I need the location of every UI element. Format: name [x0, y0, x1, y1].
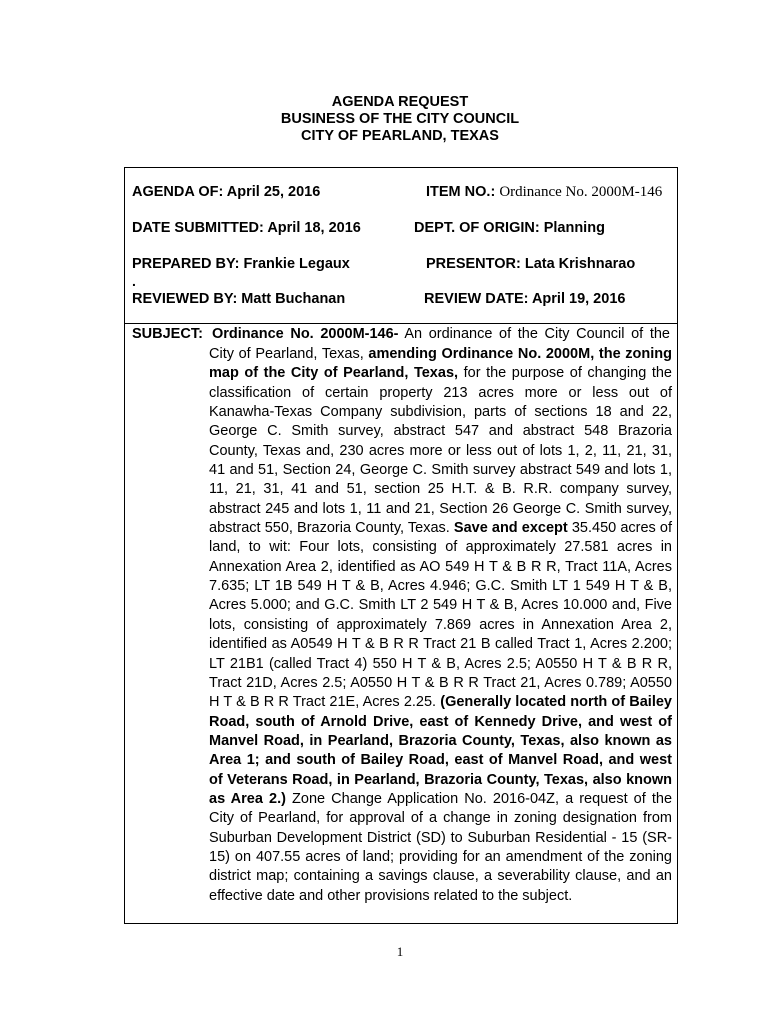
- page-number: 1: [396, 944, 404, 959]
- subject-text-3: 35.450 acres of land, to wit: Four lots, consisting of approximately 27.581 acres in Annexation Area 2, identified as AO 549 H T & B R R, Tract 11A, Acres 7.635; LT 1B 549 H T & B, Acres 4.946; G.C. Smith LT 1 549 H T & B, Acres 5.000; and G.C. Smith LT 2 549 H T & B, Acres 10.000 and, Five lots, consisting of approximately 7.869 acres in Annexation Area 2, identified as A0549 H T & B R R Tract 21 B called Tract 1, Acres 2.200; LT 21B1 (called Tract 4) 550 H T & B, Acres 2.5; A0550 H T & B R R, Tract 21D, Acres 2.5; A0550 H T & B R R Tract 21, Acres 0.789; A0550 H T & B R R Tract 21E, Acres 2.25.: [209, 520, 672, 711]
- item-no-field: [426, 184, 662, 201]
- header-city: CITY OF PEARLAND, TEXAS: [301, 128, 499, 144]
- item-no-label: ITEM NO.:: [426, 184, 496, 200]
- date-submitted-field: DATE SUBMITTED: April 18, 2016: [132, 220, 361, 236]
- subject-first-line: [212, 326, 670, 342]
- item-no-value: Ordinance No. 2000M-146: [499, 184, 663, 200]
- ordinance-title: Ordinance No. 2000M-146-: [212, 326, 399, 342]
- review-date-field: REVIEW DATE: April 19, 2016: [424, 291, 626, 307]
- subject-bold-amending: amending Ordinance No. 2000M, the zoning map of the City of Pearland, Texas,: [209, 346, 672, 382]
- subject-text-4: Zone Change Application No. 2016-04Z, a request of the City of Pearland, for approval of a change in zoning designation from Suburban Development District (SD) to Suburban Residential - 15 (SR-15) on 407.55 acres of land; providing for an amendment of the zoning district map; containing a savings clause, a severability clause, and an effective date and other provisions related to the subject.: [209, 790, 673, 904]
- subject-text-2: for the purpose of changing the classification of certain property 213 acres more or less out of Kanawha-Texas Company subdivision, parts of sections 18 and 22, George C. Smith survey, abstract 547 and abstract 548 Brazoria County, Texas and, 230 acres more or less out of lots 1, 2, 11, 21, 31, 41 and 51, Section 24, George C. Smith survey abstract 549 and lots 1, 11, 21, 31, 41 and 51, section 25 H.T. & B. R.R. company survey, abstract 245 and lots 1, 11 and 21, Section 26 George C. Smith survey, abstract 550, Brazoria County, Texas.: [209, 365, 672, 537]
- header-title: AGENDA REQUEST: [331, 94, 469, 110]
- agenda-of-field: AGENDA OF: April 25, 2016: [132, 184, 321, 200]
- prepared-by-field: PREPARED BY: Frankie Legaux: [132, 256, 350, 272]
- stray-mark: .: [132, 273, 136, 289]
- subject-body: [209, 345, 672, 906]
- subject-first-line-text: An ordinance of the City Council of the: [398, 326, 670, 342]
- subject-label: SUBJECT:: [132, 326, 203, 342]
- subject-bold-save-except: Save and except: [453, 520, 568, 537]
- dept-of-origin-field: DEPT. OF ORIGIN: Planning: [414, 220, 605, 236]
- section-divider: [125, 323, 677, 324]
- document-header: [0, 94, 770, 145]
- reviewed-by-field: REVIEWED BY: Matt Buchanan: [132, 291, 346, 307]
- subject-text-1: City of Pearland, Texas,: [209, 346, 369, 362]
- presentor-field: PRESENTOR: Lata Krishnarao: [426, 256, 636, 272]
- subject-bold-location: (Generally located north of Bailey Road, south of Arnold Drive, east of Kennedy Drive, and west of Manvel Road, in Pearland, Brazoria County, Texas, also known as Area 1; and south of Bailey Road, east of Manvel Road, and west of Veterans Road, in Pearland, Brazoria County, Texas, also known as Area 2.): [209, 694, 672, 807]
- header-subtitle: BUSINESS OF THE CITY COUNCIL: [280, 111, 520, 127]
